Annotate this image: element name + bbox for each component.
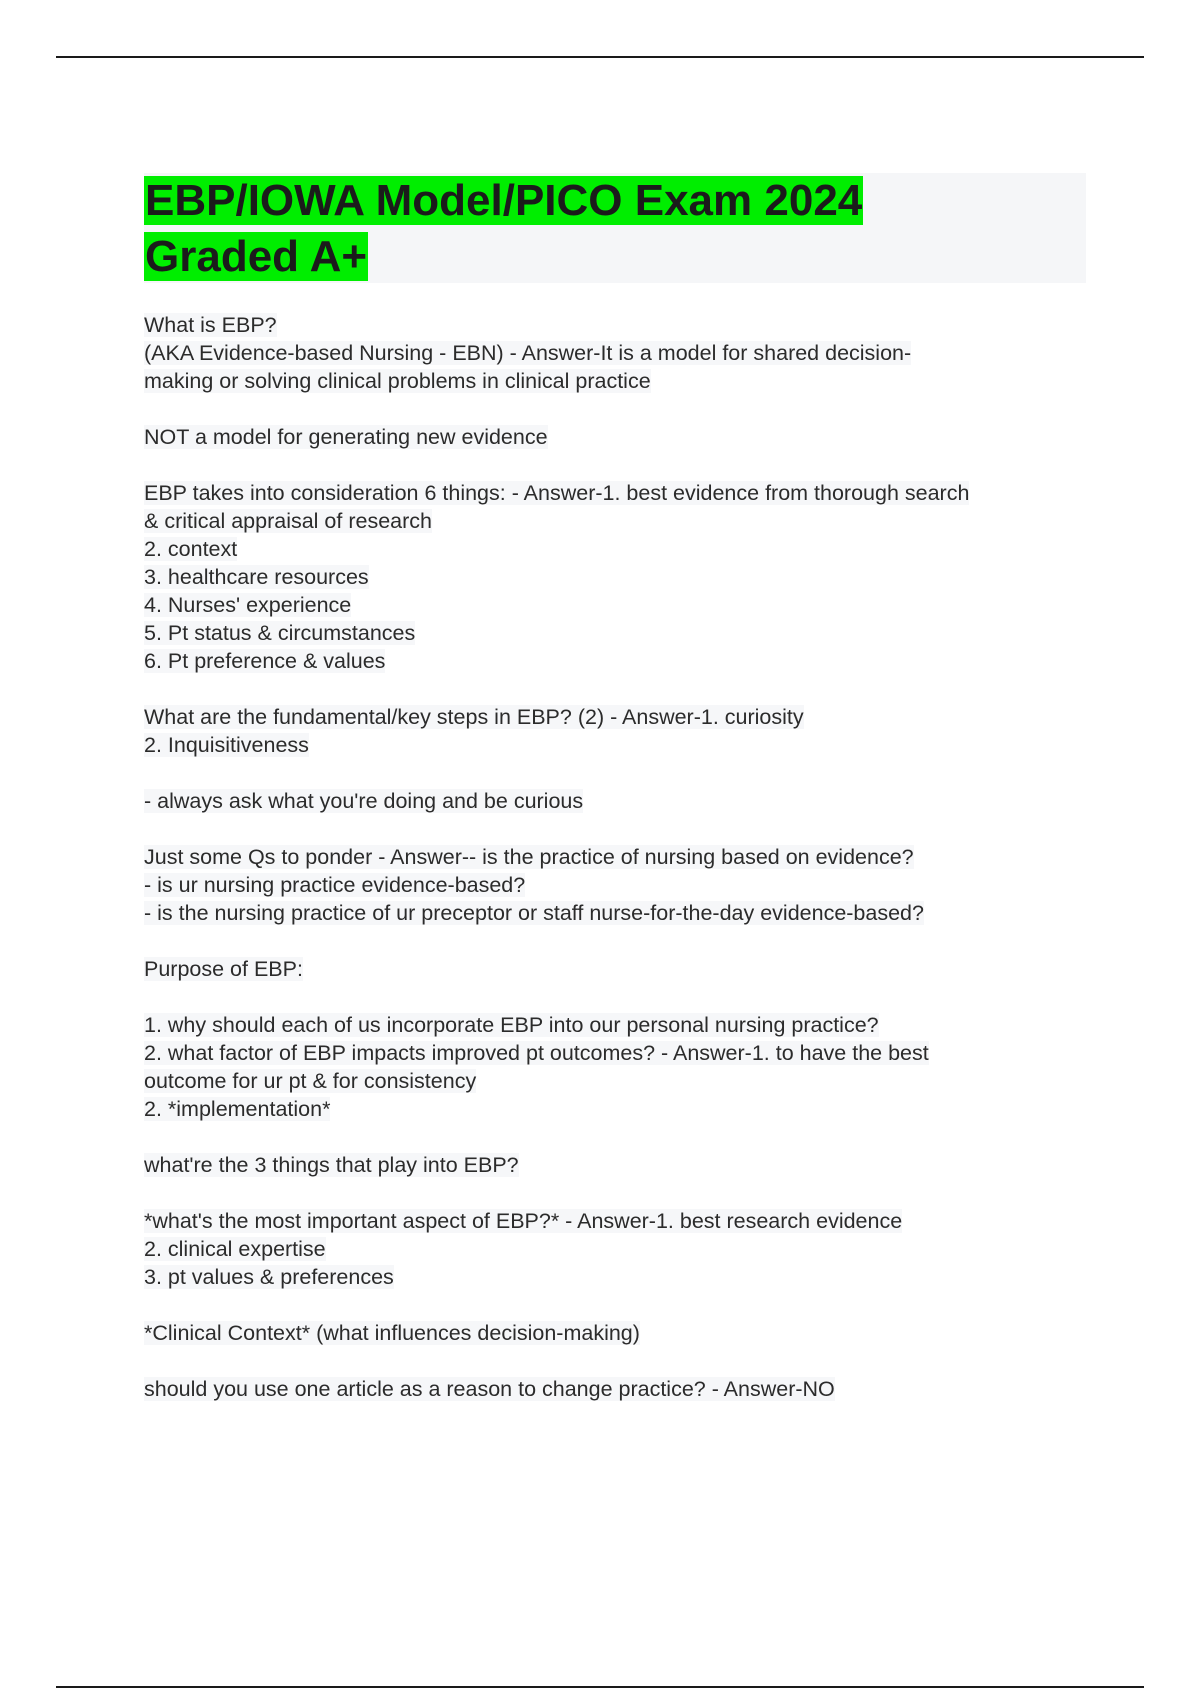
text-line-content: 2. *implementation*: [144, 1097, 331, 1121]
text-line: [144, 703, 1084, 731]
text-line: [144, 1039, 1084, 1067]
text-line: [144, 367, 1084, 395]
text-line-content: outcome for ur pt & for consistency: [144, 1069, 477, 1093]
footer-rule: [56, 1686, 1144, 1688]
text-line: [144, 1319, 1084, 1347]
text-line: [144, 339, 1084, 367]
text-line-content: & critical appraisal of research: [144, 509, 432, 533]
text-block: [144, 703, 1084, 759]
text-line-content: *what's the most important aspect of EBP?* - Answer-1. best research evidence: [144, 1209, 903, 1233]
text-line-content: *Clinical Context* (what influences decision-making): [144, 1321, 640, 1345]
text-block: [144, 423, 1084, 451]
text-line: [144, 1235, 1084, 1263]
text-line: [144, 311, 1084, 339]
text-line-content: 2. clinical expertise: [144, 1237, 326, 1261]
text-block: [144, 1375, 1084, 1403]
text-line-content: NOT a model for generating new evidence: [144, 425, 548, 449]
text-line: [144, 647, 1084, 675]
title-line-2: Graded A+: [145, 232, 368, 281]
text-line: [144, 423, 1084, 451]
text-line-content: - always ask what you're doing and be curious: [144, 789, 584, 813]
text-line: [144, 731, 1084, 759]
text-line-content: - is the nursing practice of ur preceptor or staff nurse-for-the-day evidence-based?: [144, 901, 924, 925]
text-line-content: 1. why should each of us incorporate EBP into our personal nursing practice?: [144, 1013, 879, 1037]
text-line-content: - is ur nursing practice evidence-based?: [144, 873, 526, 897]
text-line: [144, 1067, 1084, 1095]
text-line: [144, 535, 1084, 563]
text-line-content: 2. context: [144, 537, 238, 561]
text-line: [144, 1011, 1084, 1039]
text-line: [144, 479, 1084, 507]
text-block: [144, 1151, 1084, 1179]
text-line: [144, 1095, 1084, 1123]
text-line: [144, 591, 1084, 619]
title-block: [144, 173, 1086, 283]
text-line-content: should you use one article as a reason to change practice? - Answer-NO: [144, 1377, 835, 1401]
text-line: [144, 787, 1084, 815]
text-line-content: making or solving clinical problems in clinical practice: [144, 369, 651, 393]
text-block: [144, 1207, 1084, 1291]
text-line-content: 3. pt values & preferences: [144, 1265, 394, 1289]
text-line: [144, 871, 1084, 899]
text-line-content: 3. healthcare resources: [144, 565, 369, 589]
text-line: [144, 1207, 1084, 1235]
text-block: [144, 479, 1084, 675]
page-title: [144, 173, 1086, 285]
text-line-content: What is EBP?: [144, 313, 277, 337]
text-line: [144, 563, 1084, 591]
text-line-content: EBP takes into consideration 6 things: - Answer-1. best evidence from thorough search: [144, 481, 970, 505]
text-line: [144, 955, 1084, 983]
text-line-content: Purpose of EBP:: [144, 957, 303, 981]
text-line: [144, 507, 1084, 535]
header-rule: [56, 56, 1144, 58]
text-block: [144, 1319, 1084, 1347]
text-line-content: 6. Pt preference & values: [144, 649, 386, 673]
text-line: [144, 1263, 1084, 1291]
text-line: [144, 843, 1084, 871]
title-line-1: EBP/IOWA Model/PICO Exam 2024: [145, 176, 863, 225]
text-line-content: what're the 3 things that play into EBP?: [144, 1153, 519, 1177]
text-line-content: What are the fundamental/key steps in EBP? (2) - Answer-1. curiosity: [144, 705, 804, 729]
text-line-content: 2. Inquisitiveness: [144, 733, 309, 757]
text-line-content: 4. Nurses' experience: [144, 593, 352, 617]
text-line: [144, 619, 1084, 647]
document-body: [144, 311, 1084, 1431]
text-block: [144, 311, 1084, 395]
text-line-content: 5. Pt status & circumstances: [144, 621, 416, 645]
text-line: [144, 1375, 1084, 1403]
text-block: [144, 955, 1084, 983]
text-block: [144, 787, 1084, 815]
text-line: [144, 899, 1084, 927]
text-line: [144, 1151, 1084, 1179]
text-block: [144, 843, 1084, 927]
text-line-content: 2. what factor of EBP impacts improved pt outcomes? - Answer-1. to have the best: [144, 1041, 929, 1065]
text-line-content: (AKA Evidence-based Nursing - EBN) - Answer-It is a model for shared decision-: [144, 341, 912, 365]
text-line-content: Just some Qs to ponder - Answer-- is the practice of nursing based on evidence?: [144, 845, 914, 869]
text-block: [144, 1011, 1084, 1123]
